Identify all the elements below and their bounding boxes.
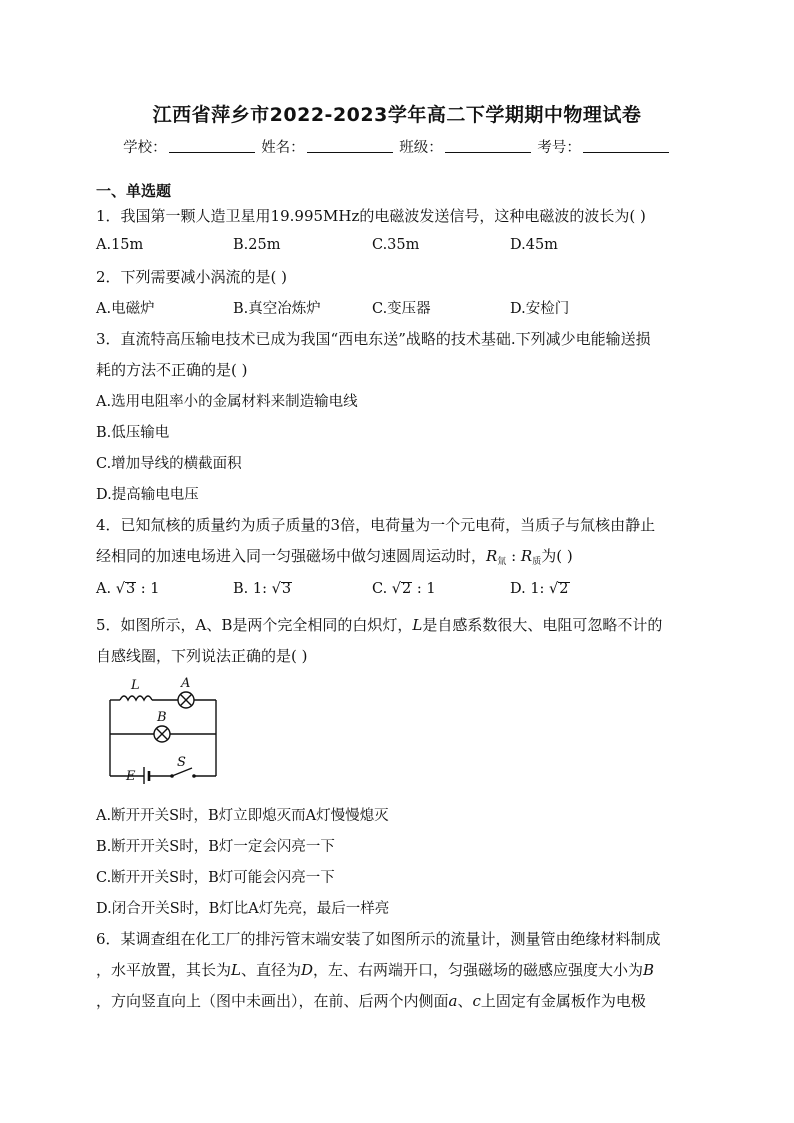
q2-option-b: B.真空冶炼炉 (233, 301, 321, 317)
circuit-diagram (106, 676, 222, 784)
q6-line2-part1: ，水平放置，其长为 (96, 961, 232, 979)
question-6-line1: 6．某调查组在化工厂的排污管末端安装了如图所示的流量计，测量管由绝缘材料制成 (96, 930, 661, 948)
q5-option-b: B.断开开关S时，B灯一定会闪亮一下 (96, 839, 335, 855)
number-blank[interactable] (583, 140, 669, 153)
question-3-stem-line1: 3．直流特高压输电技术已成为我国“西电东送”战略的技术基础.下列减少电能输送损 (96, 330, 651, 348)
q6-symbol-l: L (231, 961, 241, 979)
q4-c-prefix: C. (372, 581, 392, 597)
q1-option-b: B.25m (233, 237, 281, 253)
section-heading: 一、单选题 (96, 182, 172, 200)
label-e: E (126, 769, 136, 784)
q6-separator: 、 (457, 992, 473, 1010)
q4-option-a: A. √3 : 1 (96, 581, 160, 597)
q6-symbol-c: c (472, 992, 481, 1010)
q4-r-symbol: R (486, 547, 498, 565)
question-5-stem-line1 (96, 614, 662, 635)
question-1-stem: 1．我国第一颗人造卫星用19.995MHz的电磁波发送信号，这种电磁波的波长为( ) (96, 207, 646, 225)
q4-sub-tritium: 氚 (497, 557, 507, 567)
page-title: 江西省萍乡市2022-2023学年高二下学期期中物理试卷 (152, 104, 642, 126)
q5-option-d: D.闭合开关S时，B灯比A灯先亮，最后一样亮 (96, 901, 390, 917)
q5-stem-text: 5．如图所示，A、B是两个完全相同的白炽灯， (96, 616, 413, 634)
q2-option-a: A.电磁炉 (96, 301, 155, 317)
q4-a-prefix: A. (96, 581, 116, 597)
inductor-coil (120, 696, 152, 700)
question-4-stem-line2 (96, 545, 573, 567)
q3-option-d: D.提高输电电压 (96, 487, 199, 503)
q4-colon: : (506, 547, 521, 565)
q4-a-suffix: : 1 (136, 581, 160, 597)
q4-a-radicand: 3 (125, 581, 136, 597)
q3-option-a: A.选用电阻率小的金属材料来制造输电线 (96, 394, 358, 410)
label-a: A (181, 676, 191, 691)
q4-option-c: C. √2 : 1 (372, 581, 436, 597)
question-4-stem-line1: 4．已知氚核的质量约为质子质量的3倍，电荷量为一个元电荷，当质子与氚核由静止 (96, 516, 656, 534)
q1-option-a: A.15m (96, 237, 144, 253)
label-b: B (157, 710, 167, 725)
number-label: 考号： (537, 140, 581, 156)
name-label: 姓名： (261, 140, 305, 156)
q5-l-symbol: L (412, 616, 423, 634)
q4-stem-text: 经相同的加速电场进入同一匀强磁场中做匀速圆周运动时， (96, 547, 487, 565)
label-l: L (131, 678, 140, 693)
q5-stem-text-end: 是自感系数很大、电阻可忽略不计的 (422, 616, 663, 634)
class-label: 班级： (399, 140, 443, 156)
class-blank[interactable] (445, 140, 531, 153)
q4-d-radicand: 2 (559, 581, 569, 597)
q1-option-d: D.45m (510, 237, 558, 253)
q4-stem-end: 为( ) (541, 547, 573, 565)
q6-line2-part3: ，左、右两端开口，匀强磁场的磁感应强度大小为 (313, 961, 644, 979)
school-label: 学校： (123, 140, 167, 156)
q4-sub-proton: 质 (532, 557, 542, 567)
q6-line3-part1: ，方向竖直向上（图中未画出），在前、后两个内侧面 (96, 992, 449, 1010)
question-3-stem-line2: 耗的方法不正确的是( ) (96, 361, 248, 379)
school-blank[interactable] (169, 140, 255, 153)
q6-line2-part2: 、直径为 (240, 961, 301, 979)
q4-option-d: D. 1: √2 (510, 581, 569, 597)
q4-c-radicand: 2 (402, 581, 412, 597)
question-5-stem-line2: 自感线圈，下列说法正确的是( ) (96, 647, 308, 665)
q4-c-suffix: : 1 (412, 581, 436, 597)
q4-b-radicand: 3 (281, 581, 292, 597)
student-info-line (0, 136, 794, 157)
q3-option-b: B.低压输电 (96, 425, 170, 441)
q4-d-prefix: D. 1: (510, 581, 550, 597)
q6-symbol-d: D (301, 961, 314, 979)
q4-r-symbol-2: R (520, 547, 533, 565)
q6-symbol-a: a (448, 992, 458, 1010)
name-blank[interactable] (307, 140, 393, 153)
question-6-line2 (96, 959, 654, 980)
q4-option-b: B. 1: √3 (233, 581, 292, 597)
q2-option-c: C.变压器 (372, 301, 431, 317)
q5-option-a: A.断开开关S时，B灯立即熄灭而A灯慢慢熄灭 (96, 808, 389, 824)
q2-option-d: D.安检门 (510, 301, 570, 317)
q3-option-c: C.增加导线的横截面积 (96, 456, 242, 472)
q6-symbol-b: B (643, 961, 655, 979)
label-s: S (177, 755, 186, 770)
question-2-stem: 2．下列需要减小涡流的是( ) (96, 268, 288, 286)
q1-option-c: C.35m (372, 237, 420, 253)
q6-line3-part2: 上固定有金属板作为电极 (480, 992, 646, 1010)
question-6-line3 (96, 990, 646, 1011)
q4-b-prefix: B. 1: (233, 581, 272, 597)
q5-option-c: C.断开开关S时，B灯可能会闪亮一下 (96, 870, 335, 886)
